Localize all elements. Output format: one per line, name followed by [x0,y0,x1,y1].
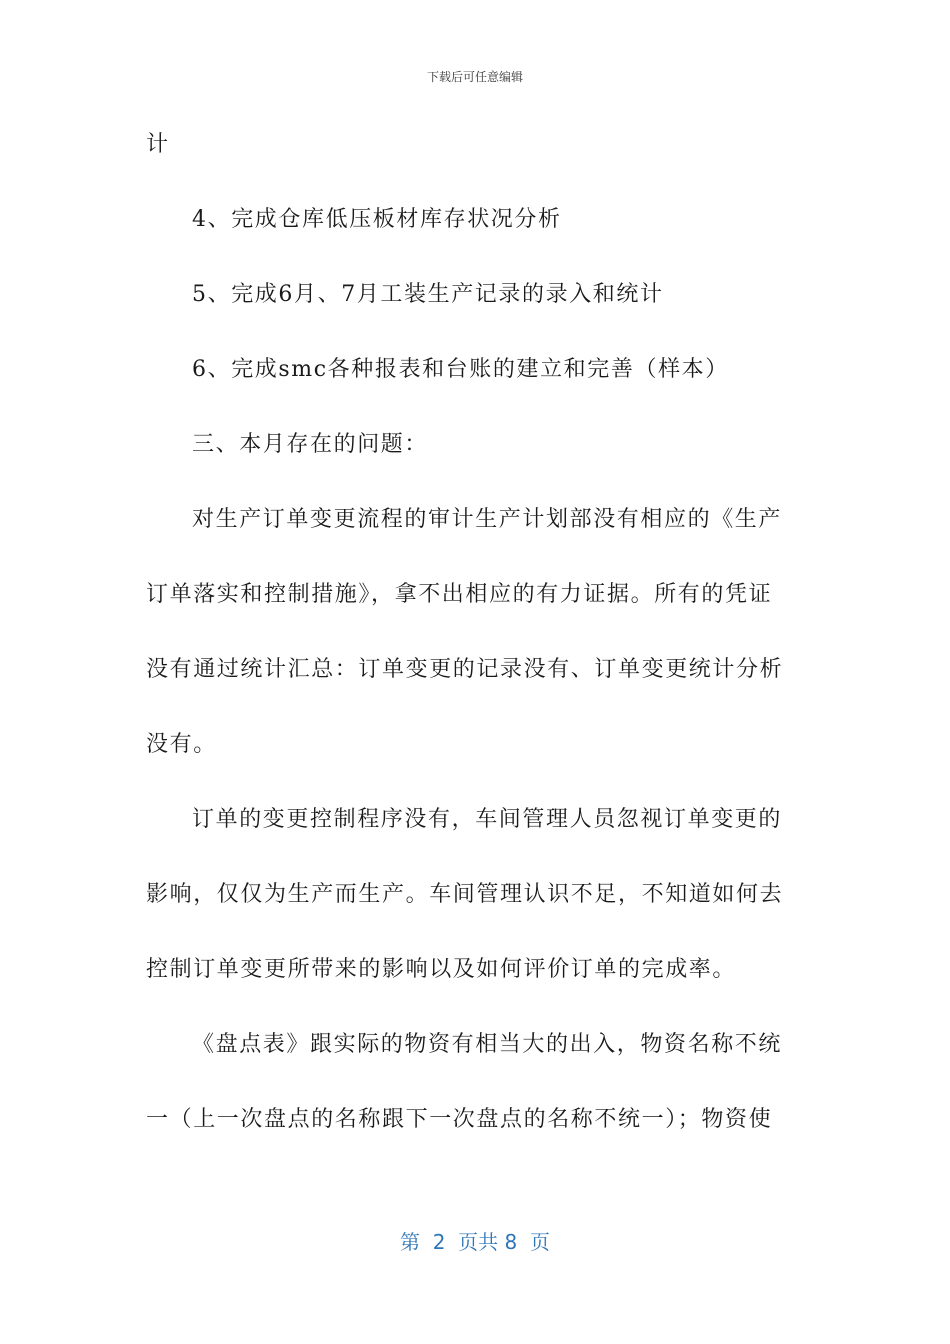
body-line: 4、完成仓库低压板材库存状况分析 [192,207,562,232]
body-line: 没有。 [146,732,217,757]
body-line: 影响，仅仅为生产而生产。车间管理认识不足，不知道如何去 [146,882,784,907]
body-line: 订单落实和控制措施》，拿不出相应的有力证据。所有的凭证 [146,582,773,607]
body-line: 计 [146,132,170,157]
body-line: 对生产订单变更流程的审计生产计划部没有相应的《生产 [192,507,783,532]
section-heading: 三、本月存在的问题： [192,432,429,457]
body-line: 6、完成smc各种报表和台账的建立和完善（样本） [192,357,729,382]
body-line: 一（上一次盘点的名称跟下一次盘点的名称不统一）；物资使 [146,1107,773,1132]
body-line: 《盘点表》跟实际的物资有相当大的出入，物资名称不统 [192,1032,783,1057]
body-line: 没有通过统计汇总：订单变更的记录没有、订单变更统计分析 [146,657,784,682]
page-header-note: 下载后可任意编辑 [426,70,523,84]
body-line: 控制订单变更所带来的影响以及如何评价订单的完成率。 [146,957,737,982]
page-number-footer: 第 2 页共 8 页 [400,1230,550,1254]
body-line: 订单的变更控制程序没有，车间管理人员忽视订单变更的 [192,807,783,832]
body-line: 5、完成6月、7月工装生产记录的录入和统计 [192,282,664,307]
